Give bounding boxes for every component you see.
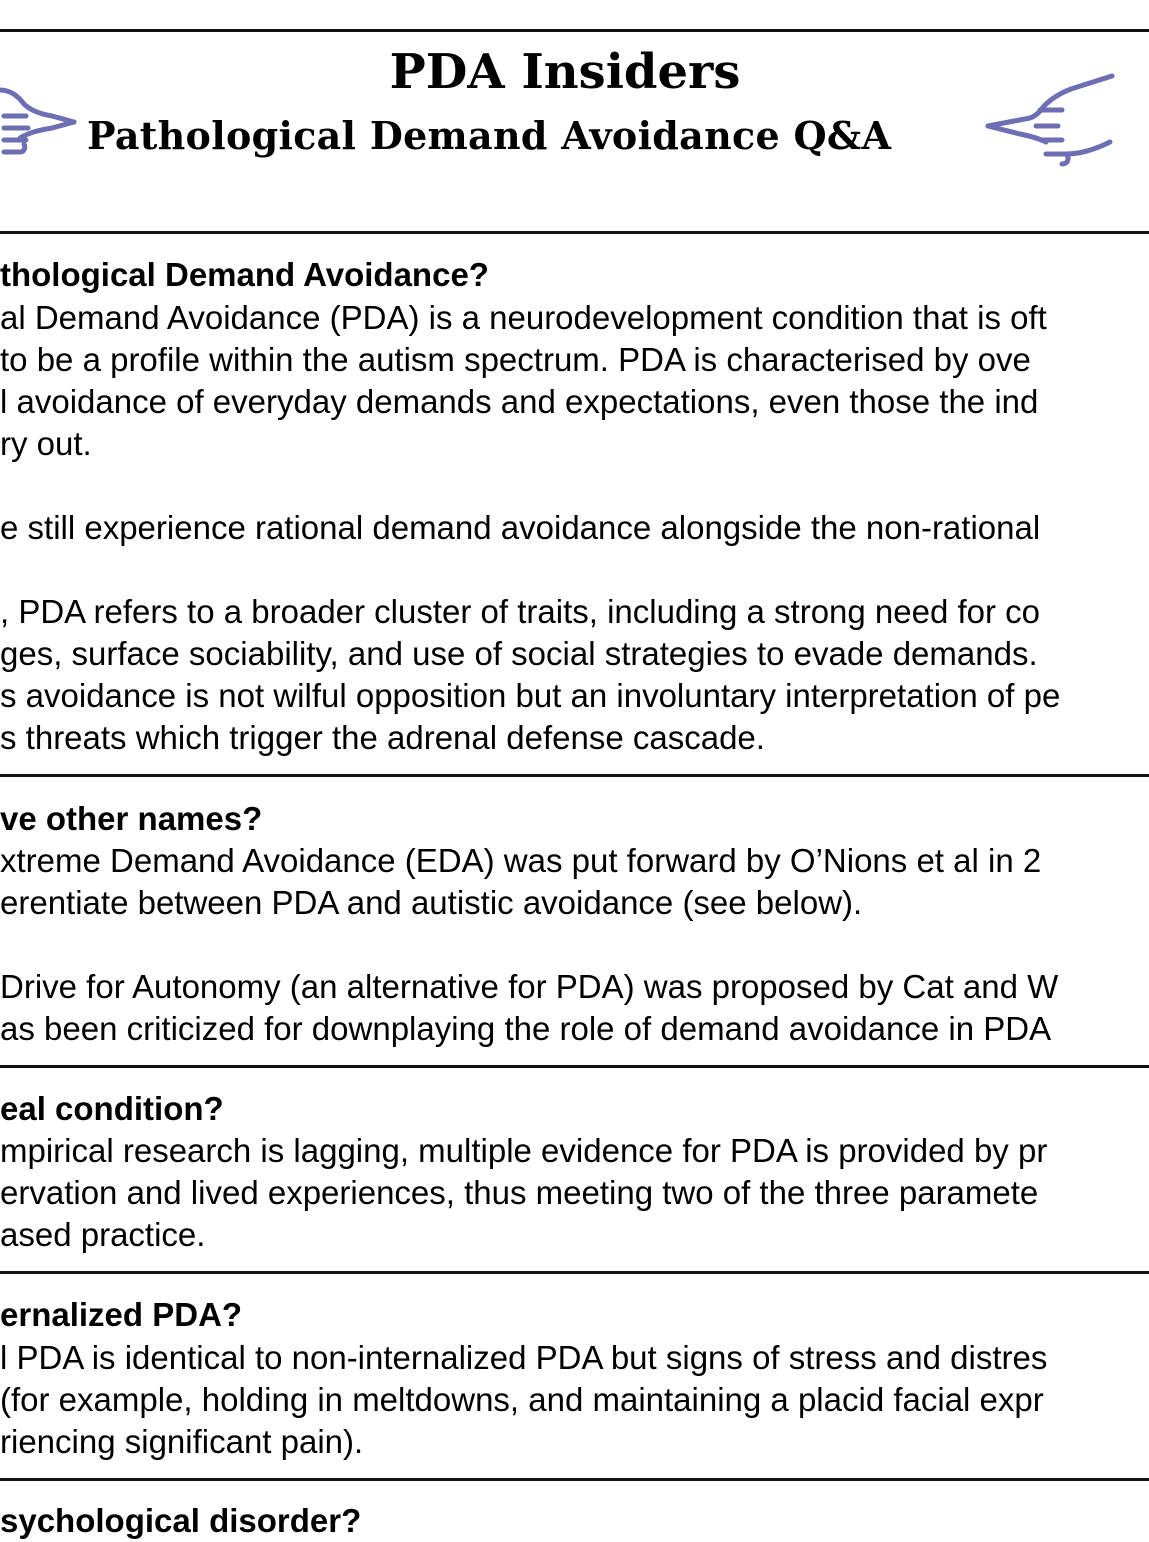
question-heading: eal condition? xyxy=(0,1090,224,1127)
top-divider xyxy=(0,29,1149,32)
question-heading: sychological disorder? xyxy=(0,1502,362,1539)
answer-line: ges, surface sociability, and use of social strategies to evade demands. xyxy=(0,635,1038,672)
answer-line: xtreme Demand Avoidance (EDA) was put forward by O’Nions et al in 2 xyxy=(0,842,1042,879)
answer-line: l PDA is identical to non-internalized PDA but signs of stress and distres xyxy=(0,1339,1048,1376)
section-divider xyxy=(0,774,1149,777)
answer-line: ervation and lived experiences, thus meeting two of the three paramete xyxy=(0,1174,1039,1211)
answer-line: , PDA refers to a broader cluster of traits, including a strong need for co xyxy=(0,593,1041,630)
section-divider xyxy=(0,1065,1149,1068)
question-heading: ve other names? xyxy=(0,800,263,837)
answer-line: ry out. xyxy=(0,425,92,462)
question-heading: thological Demand Avoidance? xyxy=(0,256,489,293)
answer-line: e still experience rational demand avoidance alongside the non-rational xyxy=(0,509,1041,546)
answer-line: (for example, holding in meltdowns, and maintaining a placid facial expr xyxy=(0,1381,1044,1418)
answer-line: s avoidance is not wilful opposition but an involuntary interpretation of pe xyxy=(0,677,1061,714)
page-title: PDA Insiders xyxy=(389,44,741,100)
answer-line: Drive for Autonomy (an alternative for PDA) was proposed by Cat and W xyxy=(0,968,1059,1005)
section-divider xyxy=(0,1271,1149,1274)
answer-line: to be a profile within the autism spectrum. PDA is characterised by ove xyxy=(0,341,1031,378)
page-subtitle: Pathological Demand Avoidance Q&A xyxy=(87,113,892,158)
answer-line: riencing significant pain). xyxy=(0,1423,364,1460)
pointing-hand-left-icon xyxy=(970,70,1118,170)
header-bottom-divider xyxy=(0,231,1149,234)
answer-line: s threats which trigger the adrenal defense cascade. xyxy=(0,719,765,756)
answer-line: l avoidance of everyday demands and expectations, even those the ind xyxy=(0,383,1039,420)
answer-line: mpirical research is lagging, multiple evidence for PDA is provided by pr xyxy=(0,1132,1048,1169)
answer-line: erentiate between PDA and autistic avoidance (see below). xyxy=(0,884,863,921)
answer-line: ased practice. xyxy=(0,1216,206,1253)
pointing-hand-right-icon xyxy=(0,86,82,166)
answer-line: as been criticized for downplaying the role of demand avoidance in PDA xyxy=(0,1010,1052,1047)
section-divider xyxy=(0,1478,1149,1481)
answer-line: al Demand Avoidance (PDA) is a neurodevelopment condition that is oft xyxy=(0,299,1047,336)
question-heading: ernalized PDA? xyxy=(0,1296,243,1333)
